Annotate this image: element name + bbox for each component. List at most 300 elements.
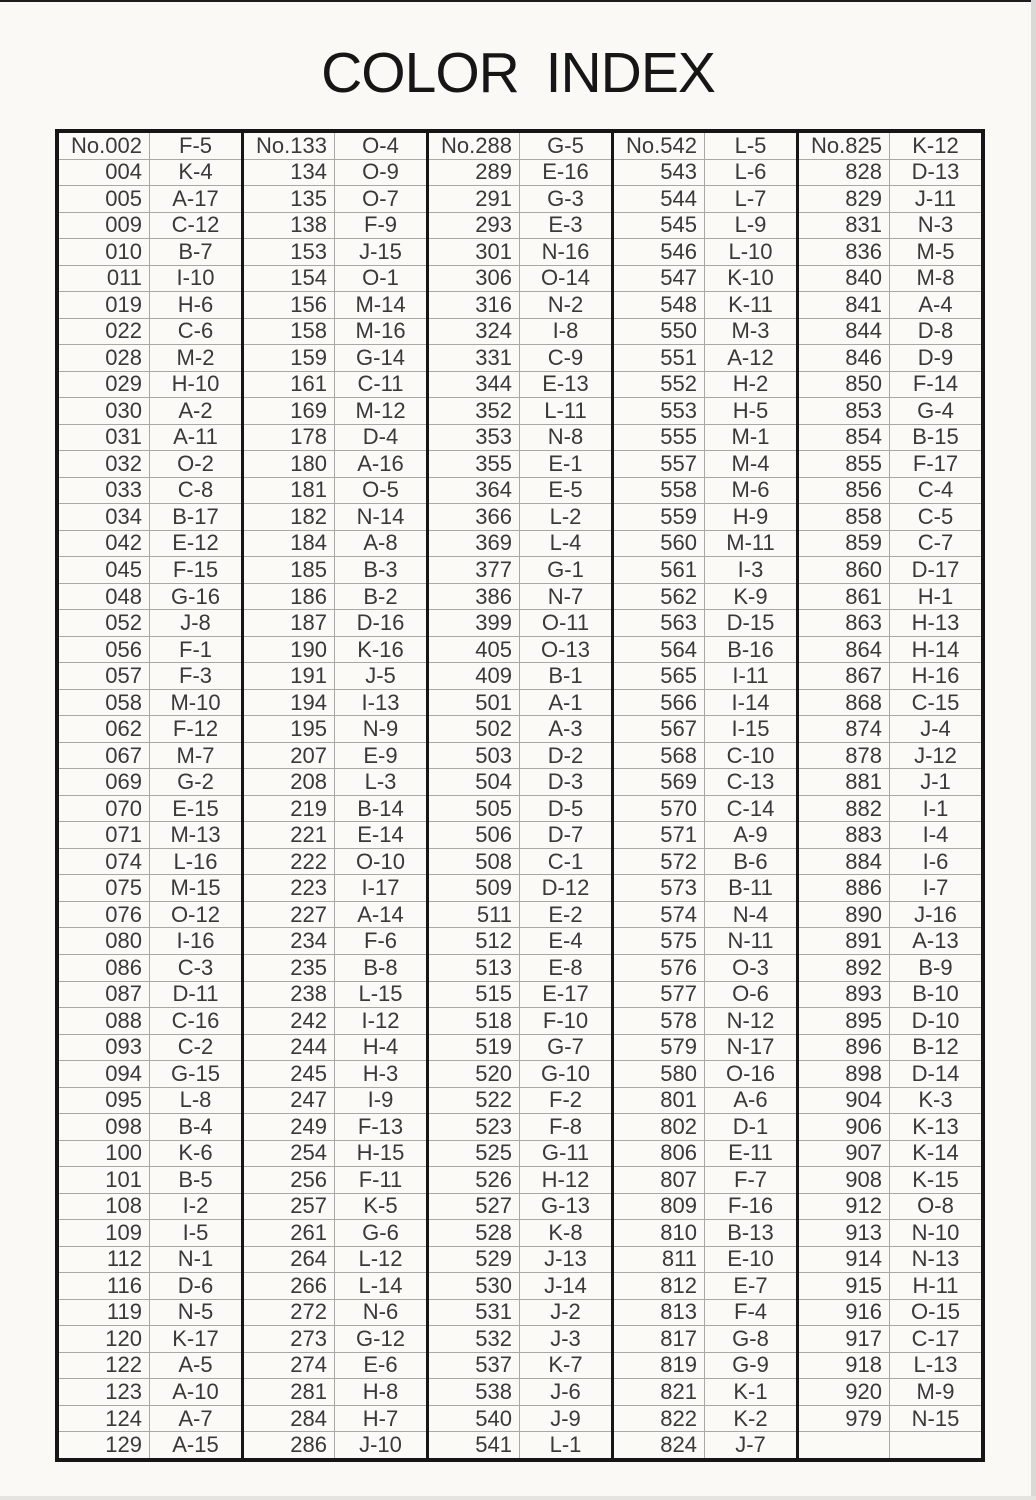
index-row bbox=[429, 133, 611, 159]
index-row bbox=[59, 1087, 241, 1114]
index-row bbox=[429, 397, 611, 424]
color-number-cell: 194 bbox=[244, 690, 335, 716]
color-number-cell: 353 bbox=[429, 425, 520, 451]
grid-reference-cell: K-16 bbox=[357, 636, 404, 662]
color-number-cell: 158 bbox=[244, 319, 335, 345]
color-number-cell: 541 bbox=[429, 1432, 520, 1458]
index-row bbox=[429, 583, 611, 610]
color-number-cell: 553 bbox=[614, 398, 705, 424]
index-row bbox=[244, 503, 426, 530]
index-row bbox=[244, 291, 426, 318]
grid-reference-cell: O-2 bbox=[177, 451, 214, 476]
grid-reference-cell: C-15 bbox=[911, 689, 960, 715]
scan-artifact-right-edge bbox=[1031, 0, 1036, 1500]
color-number-cell: 555 bbox=[614, 425, 705, 451]
grid-reference-cell: H-16 bbox=[911, 663, 960, 689]
color-number-cell: 819 bbox=[614, 1353, 705, 1379]
index-row bbox=[429, 1352, 611, 1379]
grid-reference-cell: N-1 bbox=[177, 1246, 214, 1272]
color-number-cell: 070 bbox=[59, 796, 150, 822]
grid-reference-cell: C-5 bbox=[917, 504, 954, 529]
color-number-cell: 331 bbox=[429, 345, 520, 371]
grid-reference-cell: D-4 bbox=[362, 424, 399, 450]
index-row bbox=[244, 583, 426, 610]
index-row bbox=[244, 715, 426, 742]
index-row bbox=[244, 159, 426, 186]
grid-reference-cell: F-13 bbox=[357, 1114, 404, 1139]
grid-reference-cell: J-3 bbox=[550, 1326, 581, 1351]
index-row bbox=[244, 768, 426, 795]
color-number-cell: 184 bbox=[244, 531, 335, 557]
grid-reference-cell: G-2 bbox=[177, 769, 214, 795]
grid-reference-cell: D-3 bbox=[547, 769, 584, 795]
color-number-cell: 557 bbox=[614, 451, 705, 477]
grid-reference-cell: K-7 bbox=[548, 1352, 583, 1378]
grid-reference-cell: F-1 bbox=[179, 636, 212, 662]
index-row bbox=[429, 927, 611, 954]
color-number-cell: 566 bbox=[614, 690, 705, 716]
index-row bbox=[799, 159, 981, 186]
color-number-cell: 528 bbox=[429, 1220, 520, 1246]
grid-reference-cell: E-7 bbox=[733, 1273, 768, 1298]
index-row bbox=[59, 1166, 241, 1193]
index-row bbox=[614, 795, 796, 822]
color-number-cell: 896 bbox=[799, 1035, 890, 1061]
index-column bbox=[429, 133, 614, 1458]
color-number-cell: 501 bbox=[429, 690, 520, 716]
grid-reference-cell: A-2 bbox=[178, 398, 213, 423]
grid-reference-cell: D-5 bbox=[547, 795, 584, 821]
color-number-cell: 352 bbox=[429, 398, 520, 424]
grid-reference-cell: M-8 bbox=[916, 265, 955, 291]
color-number-cell: 523 bbox=[429, 1114, 520, 1140]
grid-reference-cell: K-4 bbox=[178, 159, 213, 185]
grid-reference-cell: B-3 bbox=[363, 557, 398, 582]
index-row bbox=[799, 1378, 981, 1405]
grid-reference-cell: J-15 bbox=[359, 239, 402, 264]
grid-reference-cell: B-4 bbox=[178, 1114, 213, 1139]
grid-reference-cell: H-1 bbox=[917, 583, 954, 609]
grid-reference-cell: M-15 bbox=[170, 875, 221, 901]
grid-reference-cell: L-2 bbox=[549, 504, 582, 529]
grid-reference-cell: L-4 bbox=[549, 530, 582, 556]
index-row bbox=[614, 715, 796, 742]
index-row bbox=[429, 265, 611, 292]
index-row bbox=[244, 609, 426, 636]
index-row bbox=[614, 742, 796, 769]
index-row bbox=[799, 1246, 981, 1273]
color-number-cell: 010 bbox=[59, 239, 150, 265]
index-row bbox=[59, 1219, 241, 1246]
color-number-cell: 045 bbox=[59, 557, 150, 583]
index-row bbox=[59, 609, 241, 636]
index-row bbox=[614, 1193, 796, 1220]
index-row bbox=[429, 318, 611, 345]
grid-reference-cell: G-5 bbox=[547, 133, 584, 158]
index-row bbox=[244, 1246, 426, 1273]
color-number-cell: 579 bbox=[614, 1035, 705, 1061]
color-number-cell: 088 bbox=[59, 1008, 150, 1034]
color-number-cell: 377 bbox=[429, 557, 520, 583]
index-row bbox=[59, 1325, 241, 1352]
index-row bbox=[59, 238, 241, 265]
grid-reference-cell: I-15 bbox=[731, 716, 770, 742]
color-number-cell: No.288 bbox=[429, 133, 520, 159]
color-number-cell: 112 bbox=[59, 1247, 150, 1273]
index-row bbox=[799, 185, 981, 212]
index-row bbox=[799, 291, 981, 318]
color-number-cell: 257 bbox=[244, 1194, 335, 1220]
color-number-cell: 156 bbox=[244, 292, 335, 318]
color-number-cell: 918 bbox=[799, 1353, 890, 1379]
index-row bbox=[799, 609, 981, 636]
index-row bbox=[799, 636, 981, 663]
color-number-cell: 812 bbox=[614, 1273, 705, 1299]
grid-reference-cell: M-10 bbox=[170, 689, 221, 715]
index-row bbox=[614, 212, 796, 239]
grid-reference-cell: F-8 bbox=[549, 1114, 582, 1139]
grid-reference-cell: B-7 bbox=[178, 239, 213, 264]
index-row bbox=[614, 874, 796, 901]
color-number-cell: 153 bbox=[244, 239, 335, 265]
index-row bbox=[799, 371, 981, 398]
index-row bbox=[614, 768, 796, 795]
grid-reference-cell: N-3 bbox=[917, 212, 954, 238]
grid-reference-cell: E-6 bbox=[363, 1352, 398, 1378]
color-number-cell: 048 bbox=[59, 584, 150, 610]
color-number-cell: 208 bbox=[244, 769, 335, 795]
index-row bbox=[614, 1060, 796, 1087]
color-number-cell: 504 bbox=[429, 769, 520, 795]
grid-reference-cell: J-16 bbox=[914, 901, 957, 927]
grid-reference-cell: K-15 bbox=[912, 1167, 959, 1192]
index-row bbox=[59, 344, 241, 371]
index-row bbox=[614, 981, 796, 1008]
grid-reference-cell: G-10 bbox=[541, 1061, 590, 1086]
index-row bbox=[799, 689, 981, 716]
color-number-cell: 564 bbox=[614, 637, 705, 663]
grid-reference-cell: L-14 bbox=[358, 1273, 403, 1298]
color-number-cell: 178 bbox=[244, 425, 335, 451]
color-number-cell: 195 bbox=[244, 716, 335, 742]
color-number-cell: 811 bbox=[614, 1247, 705, 1273]
color-number-cell: 101 bbox=[59, 1167, 150, 1193]
index-row bbox=[59, 689, 241, 716]
grid-reference-cell: I-11 bbox=[732, 663, 769, 689]
index-row bbox=[244, 212, 426, 239]
index-row bbox=[799, 344, 981, 371]
color-number-cell: 502 bbox=[429, 716, 520, 742]
color-number-cell: 223 bbox=[244, 875, 335, 901]
index-row bbox=[799, 954, 981, 981]
grid-reference-cell: I-14 bbox=[731, 689, 770, 715]
grid-reference-cell: L-10 bbox=[728, 239, 773, 264]
color-number-cell: 573 bbox=[614, 875, 705, 901]
index-row bbox=[429, 609, 611, 636]
color-number-cell: 529 bbox=[429, 1247, 520, 1273]
index-row bbox=[429, 1431, 611, 1458]
color-number-cell: 821 bbox=[614, 1379, 705, 1405]
grid-reference-cell: D-11 bbox=[172, 981, 219, 1007]
color-number-cell: 161 bbox=[244, 372, 335, 398]
grid-reference-cell: K-14 bbox=[912, 1140, 959, 1166]
index-row bbox=[614, 583, 796, 610]
color-number-cell: 022 bbox=[59, 319, 150, 345]
grid-reference-cell: E-16 bbox=[542, 159, 589, 185]
grid-reference-cell: D-17 bbox=[911, 557, 960, 582]
color-number-cell: 878 bbox=[799, 743, 890, 769]
color-number-cell: 034 bbox=[59, 504, 150, 530]
color-number-cell: 074 bbox=[59, 849, 150, 875]
index-row bbox=[799, 795, 981, 822]
grid-reference-cell: O-16 bbox=[726, 1061, 775, 1086]
color-number-cell: 841 bbox=[799, 292, 890, 318]
color-number-cell: 071 bbox=[59, 822, 150, 848]
grid-reference-cell: C-16 bbox=[171, 1008, 220, 1033]
color-number-cell: 813 bbox=[614, 1300, 705, 1326]
grid-reference-cell: C-1 bbox=[547, 848, 584, 874]
grid-reference-cell: E-11 bbox=[728, 1140, 773, 1166]
grid-reference-cell: A-14 bbox=[357, 901, 404, 927]
index-row bbox=[429, 636, 611, 663]
scan-artifact-bottom-edge bbox=[0, 1496, 1036, 1500]
color-number-cell: 052 bbox=[59, 610, 150, 636]
color-number-cell: 227 bbox=[244, 902, 335, 928]
index-row bbox=[244, 556, 426, 583]
grid-reference-cell: E-10 bbox=[727, 1246, 774, 1272]
index-row bbox=[429, 1378, 611, 1405]
index-row bbox=[799, 1272, 981, 1299]
grid-reference-cell: O-3 bbox=[732, 954, 769, 980]
color-number-cell: 306 bbox=[429, 266, 520, 292]
index-row bbox=[799, 265, 981, 292]
color-number-cell: 119 bbox=[59, 1300, 150, 1326]
index-row bbox=[244, 795, 426, 822]
color-number-cell: 530 bbox=[429, 1273, 520, 1299]
index-row bbox=[59, 874, 241, 901]
index-row bbox=[799, 530, 981, 557]
index-row bbox=[244, 477, 426, 504]
grid-reference-cell: H-15 bbox=[356, 1140, 405, 1166]
color-number-cell: 056 bbox=[59, 637, 150, 663]
index-row bbox=[614, 1405, 796, 1432]
grid-reference-cell: M-2 bbox=[176, 345, 215, 370]
color-number-cell: 572 bbox=[614, 849, 705, 875]
index-row bbox=[59, 530, 241, 557]
index-row bbox=[429, 874, 611, 901]
grid-reference-cell: F-16 bbox=[727, 1193, 774, 1219]
color-number-cell: 186 bbox=[244, 584, 335, 610]
color-number-cell: 324 bbox=[429, 319, 520, 345]
color-number-cell: 399 bbox=[429, 610, 520, 636]
index-row bbox=[244, 424, 426, 451]
color-number-cell: 544 bbox=[614, 186, 705, 212]
grid-reference-cell: F-14 bbox=[912, 371, 959, 397]
grid-reference-cell: J-13 bbox=[544, 1246, 587, 1272]
index-row bbox=[59, 1007, 241, 1034]
index-row bbox=[799, 133, 981, 159]
color-number-cell: 272 bbox=[244, 1300, 335, 1326]
grid-reference-cell: B-8 bbox=[363, 954, 398, 980]
index-row bbox=[59, 768, 241, 795]
scan-artifact-top-edge bbox=[0, 0, 1036, 2]
grid-reference-cell: K-9 bbox=[733, 583, 768, 609]
grid-reference-cell: C-7 bbox=[917, 530, 954, 556]
grid-reference-cell: F-9 bbox=[364, 212, 397, 238]
index-row bbox=[244, 265, 426, 292]
color-number-cell: 249 bbox=[244, 1114, 335, 1140]
grid-reference-cell: A-17 bbox=[172, 186, 219, 211]
color-number-cell: No.542 bbox=[614, 133, 705, 159]
index-row bbox=[614, 1246, 796, 1273]
grid-reference-cell: E-1 bbox=[548, 451, 583, 476]
index-row bbox=[799, 503, 981, 530]
index-row bbox=[59, 450, 241, 477]
color-number-cell: 505 bbox=[429, 796, 520, 822]
color-number-cell: 355 bbox=[429, 451, 520, 477]
grid-reference-cell: I-8 bbox=[552, 318, 579, 344]
index-row bbox=[614, 636, 796, 663]
color-number-cell: 525 bbox=[429, 1141, 520, 1167]
color-number-cell: 571 bbox=[614, 822, 705, 848]
grid-reference-cell: O-1 bbox=[362, 265, 399, 291]
index-row bbox=[614, 344, 796, 371]
color-number-cell: 882 bbox=[799, 796, 890, 822]
index-row bbox=[614, 477, 796, 504]
grid-reference-cell: G-9 bbox=[732, 1352, 769, 1378]
color-number-cell: 009 bbox=[59, 213, 150, 239]
color-number-cell: 570 bbox=[614, 796, 705, 822]
color-number-cell: 895 bbox=[799, 1008, 890, 1034]
color-number-cell: 802 bbox=[614, 1114, 705, 1140]
index-row bbox=[429, 1113, 611, 1140]
index-row bbox=[59, 159, 241, 186]
index-row bbox=[429, 450, 611, 477]
color-number-cell: 546 bbox=[614, 239, 705, 265]
grid-reference-cell: C-4 bbox=[917, 477, 954, 503]
color-number-cell: 577 bbox=[614, 982, 705, 1008]
color-number-cell: 057 bbox=[59, 663, 150, 689]
color-number-cell: No.133 bbox=[244, 133, 335, 159]
color-number-cell: 884 bbox=[799, 849, 890, 875]
grid-reference-cell: K-5 bbox=[363, 1193, 398, 1219]
color-number-cell: 538 bbox=[429, 1379, 520, 1405]
index-row bbox=[429, 768, 611, 795]
color-number-cell: 169 bbox=[244, 398, 335, 424]
index-row bbox=[244, 1193, 426, 1220]
index-row bbox=[614, 318, 796, 345]
index-row bbox=[59, 1405, 241, 1432]
index-row bbox=[59, 636, 241, 663]
grid-reference-cell: H-6 bbox=[177, 292, 214, 317]
color-number-cell: 913 bbox=[799, 1220, 890, 1246]
grid-reference-cell: M-16 bbox=[355, 318, 406, 344]
index-row bbox=[244, 662, 426, 689]
index-row bbox=[59, 583, 241, 610]
index-row bbox=[614, 609, 796, 636]
color-number-cell: 915 bbox=[799, 1273, 890, 1299]
index-row bbox=[614, 1140, 796, 1167]
index-row bbox=[429, 371, 611, 398]
grid-reference-cell: O-10 bbox=[356, 848, 405, 874]
index-row bbox=[244, 1166, 426, 1193]
index-row bbox=[799, 397, 981, 424]
index-row bbox=[244, 1299, 426, 1326]
color-number-cell: 511 bbox=[429, 902, 520, 928]
grid-reference-cell: I-13 bbox=[361, 689, 400, 715]
index-column bbox=[799, 133, 981, 1458]
color-number-cell: 822 bbox=[614, 1406, 705, 1432]
index-row bbox=[799, 1140, 981, 1167]
color-number-cell: 512 bbox=[429, 928, 520, 954]
grid-reference-cell: G-13 bbox=[541, 1193, 590, 1219]
index-row bbox=[799, 1034, 981, 1061]
color-number-cell: 181 bbox=[244, 478, 335, 504]
grid-reference-cell: J-8 bbox=[180, 610, 211, 636]
color-number-cell: 180 bbox=[244, 451, 335, 477]
index-row bbox=[59, 848, 241, 875]
grid-reference-cell: B-10 bbox=[912, 981, 959, 1007]
grid-reference-cell: A-8 bbox=[363, 530, 398, 556]
grid-reference-cell: O-6 bbox=[732, 981, 769, 1007]
grid-reference-cell: D-6 bbox=[177, 1273, 214, 1298]
index-row bbox=[799, 238, 981, 265]
index-row bbox=[244, 927, 426, 954]
grid-reference-cell: A-6 bbox=[733, 1087, 768, 1113]
color-number-cell: 543 bbox=[614, 160, 705, 186]
index-row bbox=[799, 1405, 981, 1432]
grid-reference-cell: K-8 bbox=[548, 1220, 583, 1245]
index-row bbox=[429, 1299, 611, 1326]
grid-reference-cell: K-17 bbox=[172, 1326, 219, 1351]
color-number-cell: 293 bbox=[429, 213, 520, 239]
grid-reference-cell: H-4 bbox=[362, 1034, 399, 1060]
index-row bbox=[59, 185, 241, 212]
index-row bbox=[799, 1060, 981, 1087]
index-row bbox=[799, 1431, 981, 1458]
color-number-cell: 221 bbox=[244, 822, 335, 848]
index-row bbox=[59, 556, 241, 583]
color-number-cell: 075 bbox=[59, 875, 150, 901]
color-number-cell: 019 bbox=[59, 292, 150, 318]
index-row bbox=[244, 450, 426, 477]
index-row bbox=[614, 954, 796, 981]
index-row bbox=[614, 397, 796, 424]
grid-reference-cell: F-17 bbox=[912, 451, 959, 476]
index-row bbox=[59, 981, 241, 1008]
index-row bbox=[799, 901, 981, 928]
index-row bbox=[244, 185, 426, 212]
index-row bbox=[244, 1113, 426, 1140]
grid-reference-cell: H-3 bbox=[362, 1061, 399, 1086]
grid-reference-cell: N-4 bbox=[732, 901, 769, 927]
grid-reference-cell: L-8 bbox=[179, 1087, 212, 1113]
grid-reference-cell: N-14 bbox=[356, 504, 405, 529]
index-row bbox=[799, 1325, 981, 1352]
index-row bbox=[244, 1007, 426, 1034]
grid-reference-cell: C-14 bbox=[726, 795, 775, 821]
index-row bbox=[429, 954, 611, 981]
color-number-cell: 281 bbox=[244, 1379, 335, 1405]
grid-reference-cell: N-6 bbox=[362, 1299, 399, 1325]
color-number-cell: 116 bbox=[59, 1273, 150, 1299]
grid-reference-cell: I-1 bbox=[922, 795, 949, 821]
grid-reference-cell: N-17 bbox=[726, 1034, 775, 1060]
color-number-cell: 844 bbox=[799, 319, 890, 345]
color-number-cell: 138 bbox=[244, 213, 335, 239]
grid-reference-cell: J-6 bbox=[550, 1379, 581, 1404]
color-number-cell: 906 bbox=[799, 1114, 890, 1140]
